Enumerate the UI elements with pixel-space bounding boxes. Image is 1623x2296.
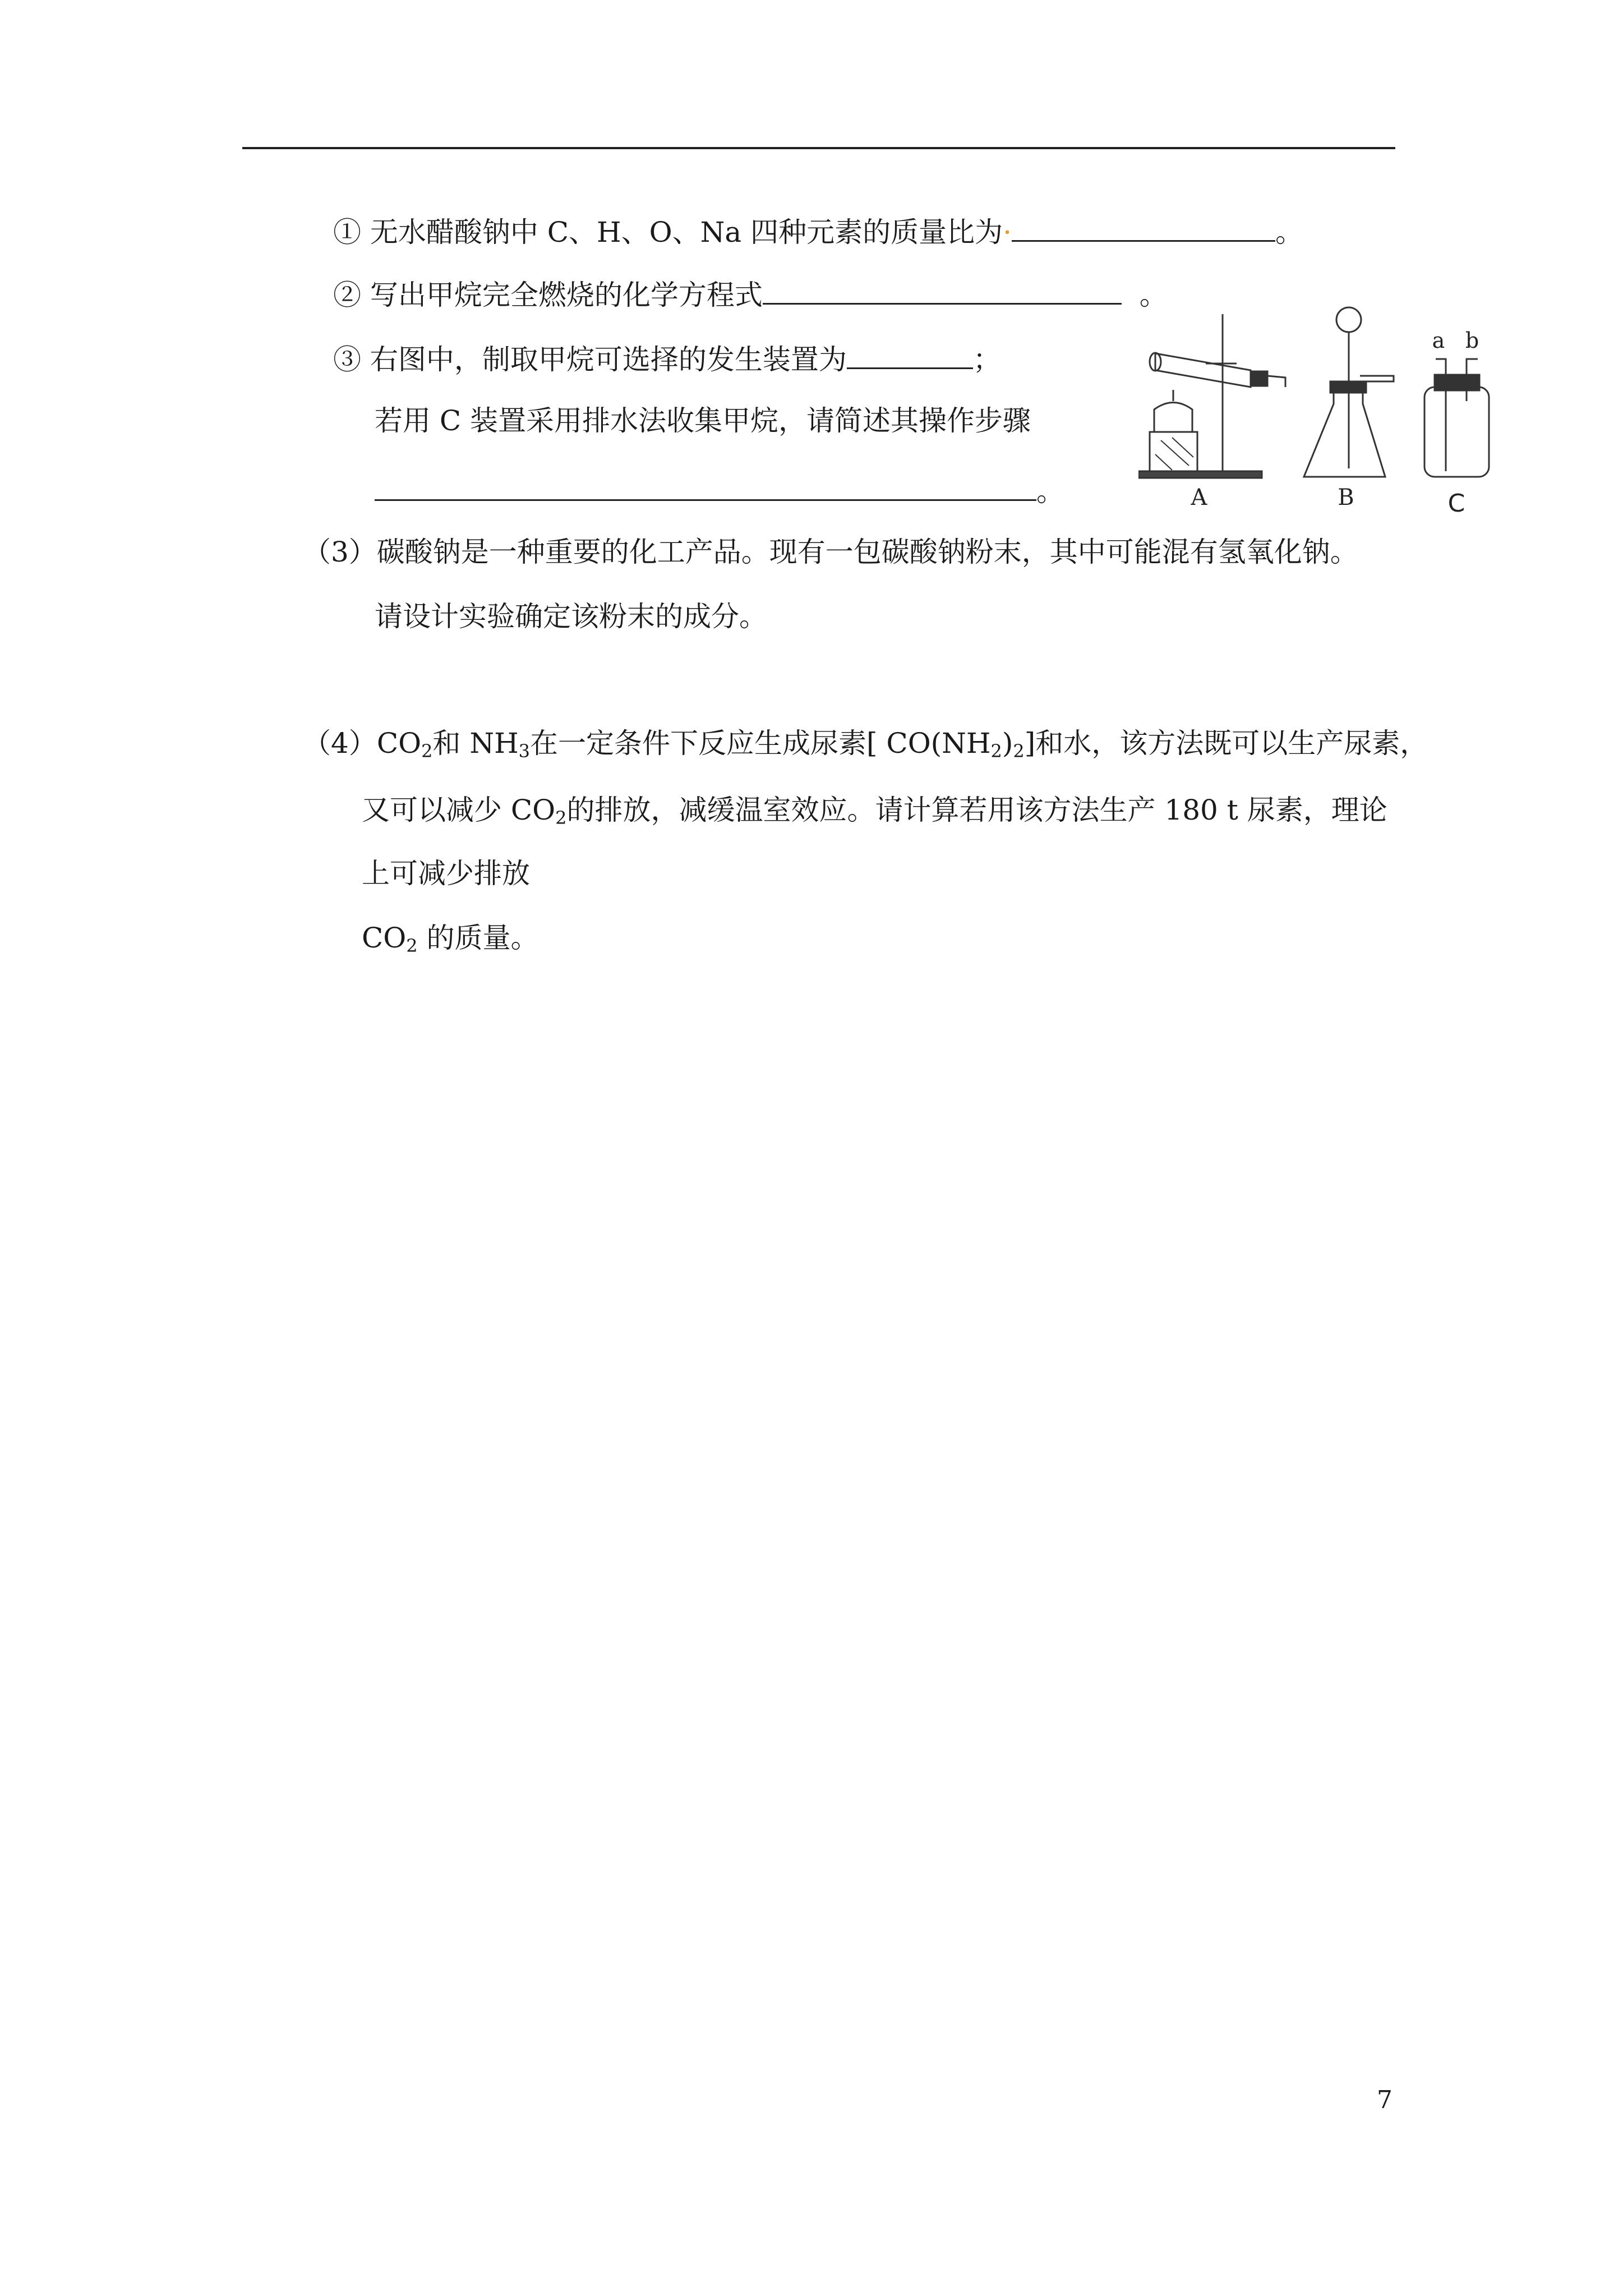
q4-line3: 上可减少排放: [362, 857, 530, 890]
question-4-line-3: [362, 855, 530, 891]
q4-co: CO: [376, 727, 422, 760]
item-2-answer-blank[interactable]: [763, 275, 1122, 305]
q3-text-1: （3）碳酸钠是一种重要的化工产品。现有一包碳酸钠粉末，其中可能混有氢氧化钠。: [303, 536, 1358, 568]
q4-line4-sub: 2: [406, 935, 418, 956]
item-3-text: 右图中，制取甲烷可选择的发生装置为: [370, 343, 847, 376]
apparatus-b-label: B: [1338, 485, 1354, 510]
item-3-end: ；: [972, 343, 1001, 376]
q4-sub-2: 2: [421, 740, 433, 762]
q4-line2-a: 又可以减少 CO: [362, 794, 556, 826]
item-1-end: 。: [1275, 216, 1304, 249]
question-item-2: [333, 275, 1168, 313]
apparatus-diagram: [1138, 303, 1531, 527]
apparatus-a-drawing: [1138, 314, 1285, 478]
apparatus-a-label: A: [1191, 485, 1207, 510]
question-item-1: ① 无水醋酸钠中 C、H、O、Na 四种元素的质量比为· 。: [333, 212, 1303, 250]
item-3-steps-text: 若用 C 装置采用排水法收集甲烷，请简述其操作步骤: [375, 404, 1031, 437]
q4-sub-2b: 2: [990, 740, 1002, 762]
item-2-end: 。: [1139, 279, 1168, 311]
question-item-3-steps: [375, 403, 1031, 439]
q4-prefix: （4）: [303, 727, 377, 760]
apparatus-b-drawing: [1304, 307, 1394, 477]
apparatus-c-label: C: [1447, 489, 1465, 518]
item-1-marker: ①: [333, 216, 361, 249]
apparatus-c-drawing: [1424, 359, 1489, 477]
question-3-line-2: [375, 599, 767, 634]
item-3-steps-end: 。: [1036, 475, 1064, 508]
question-4-line-1: [303, 725, 1428, 761]
question-3-line-1: [303, 534, 1358, 570]
q4-line4-b: 的质量。: [417, 922, 539, 954]
question-item-3: [333, 339, 1001, 378]
header-rule: [242, 147, 1395, 149]
q4-line2-sub: 2: [555, 807, 567, 829]
question-4-line-4: [362, 920, 539, 956]
q4-line4-a: CO: [362, 922, 407, 954]
port-b-label: b: [1465, 328, 1479, 353]
item-2-text: 写出甲烷完全燃烧的化学方程式: [370, 279, 763, 311]
q4-line2-b: 的排放，减缓温室效应。请计算若用该方法生产 180 t 尿素，理论: [566, 794, 1387, 826]
item-2-marker: ②: [333, 279, 361, 311]
q3-text-2: 请设计实验确定该粉末的成分。: [375, 600, 767, 633]
port-a-label: a: [1432, 328, 1445, 353]
item-3-marker: ③: [333, 343, 361, 376]
page-number: 7: [1377, 2086, 1393, 2114]
question-4-line-2: [362, 792, 1387, 828]
q4-mid-2: ): [1002, 727, 1013, 760]
q4-sub-2c: 2: [1013, 740, 1025, 762]
item-3-steps-answer-blank[interactable]: [375, 471, 1036, 501]
q4-mid-1: 在一定条件下反应生成尿素[ CO(NH: [530, 727, 991, 760]
q4-and-nh: 和 NH: [432, 727, 519, 760]
apparatus-figure: [1138, 303, 1531, 527]
q4-mid-3: ]和水，该方法既可以生产尿素，: [1024, 727, 1428, 760]
item-1-text: 无水醋酸钠中 C、H、O、Na 四种元素的质量比为: [370, 216, 1003, 249]
item-3-answer-blank[interactable]: [847, 339, 973, 369]
q4-sub-3: 3: [518, 740, 531, 762]
item-1-answer-blank[interactable]: [1012, 212, 1275, 242]
question-item-3-steps-line: [375, 471, 1064, 509]
